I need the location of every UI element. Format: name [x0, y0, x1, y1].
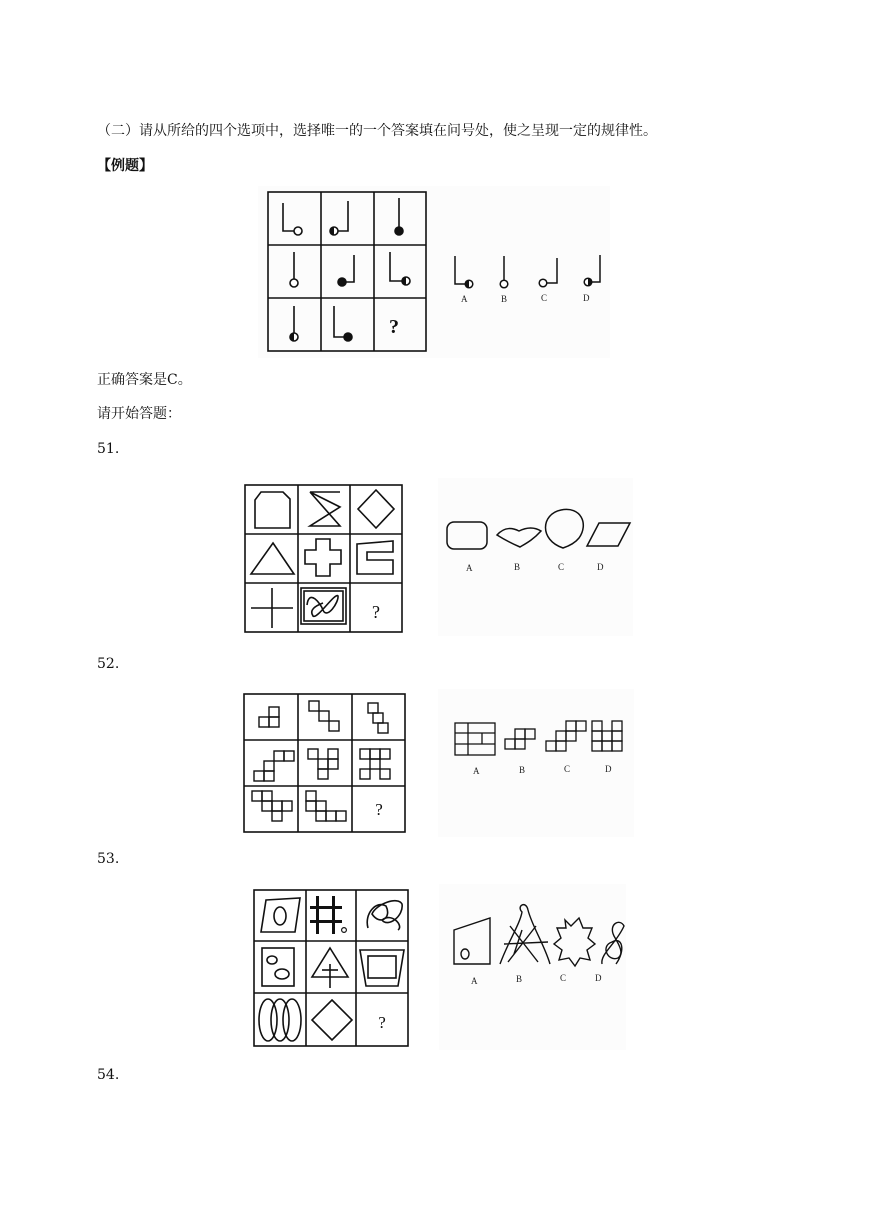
option-label: D — [583, 293, 590, 303]
option-label: B — [519, 765, 526, 775]
option-label: B — [501, 294, 508, 304]
instruction-text: （二）请从所给的四个选项中，选择唯一的一个答案填在问号处，使之呈现一定的规律性。 — [97, 123, 657, 139]
option-label: A — [473, 766, 480, 776]
option-label: D — [595, 973, 602, 983]
option-label: B — [516, 974, 523, 984]
question-53-figure — [252, 884, 626, 1050]
option-label: A — [466, 563, 473, 573]
option-label: C — [541, 293, 548, 303]
option-label: A — [461, 294, 468, 304]
question-mark: ? — [378, 1013, 386, 1032]
example-figure — [258, 186, 610, 358]
question-number: 51. — [97, 441, 120, 457]
option-label: B — [514, 562, 521, 572]
option-label: C — [560, 973, 567, 983]
answer-text: 正确答案是C。 — [97, 372, 192, 388]
question-number: 53. — [97, 851, 120, 867]
option-label: D — [605, 764, 612, 774]
option-label: C — [558, 562, 565, 572]
example-heading: 【例题】 — [97, 158, 153, 174]
question-number: 54. — [97, 1067, 120, 1083]
question-51-figure — [243, 478, 633, 636]
option-label: A — [471, 976, 478, 986]
question-mark: ? — [372, 602, 380, 622]
question-number: 52. — [97, 656, 120, 672]
option-label: C — [564, 764, 571, 774]
question-mark: ? — [375, 800, 383, 819]
question-mark: ? — [389, 316, 399, 338]
question-52-figure — [242, 689, 634, 837]
option-label: D — [597, 562, 604, 572]
start-prompt: 请开始答题： — [97, 406, 181, 422]
